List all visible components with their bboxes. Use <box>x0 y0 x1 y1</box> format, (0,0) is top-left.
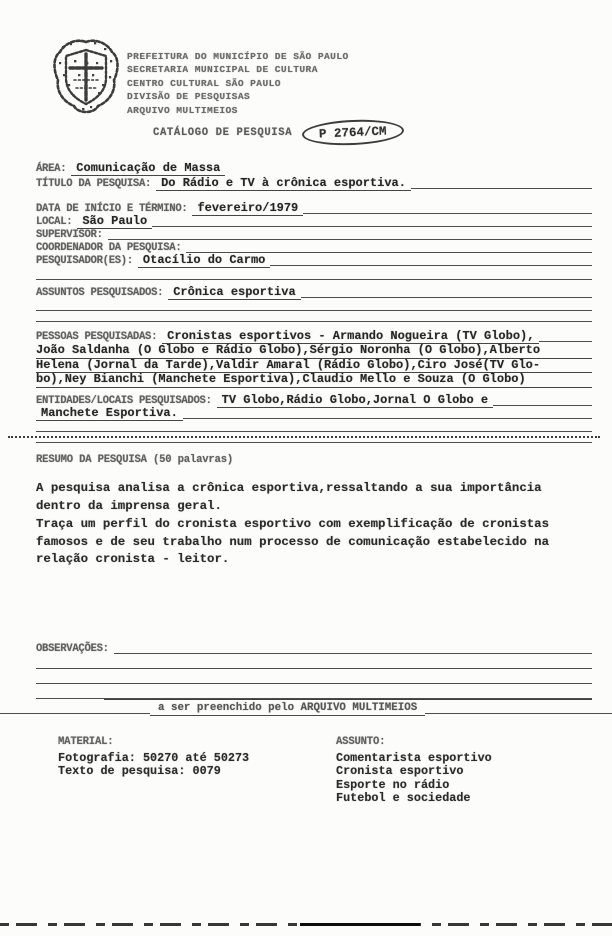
field-local <box>36 216 592 229</box>
org-line: DIVISÃO DE PESQUISAS <box>127 91 251 103</box>
ruled-line <box>36 668 592 669</box>
resumo-section <box>36 449 581 569</box>
pessoas-value-line: Helena (Jornal da Tarde),Valdir Amaral (Rádio Globo),Ciro José(TV Glo- <box>36 359 592 374</box>
dotted-separator-line <box>8 436 600 438</box>
field-observacoes <box>36 641 592 656</box>
material-label: MATERIAL: <box>58 736 114 748</box>
separator-line <box>104 699 592 700</box>
entidades-value-line: Manchete Esportiva. <box>36 407 183 421</box>
entidades-value-line: TV Globo,Rádio Globo,Jornal O Globo e <box>217 394 493 408</box>
material-line: Fotografia: 50270 até 50273 <box>58 751 250 765</box>
coat-of-arms-logo <box>50 36 122 120</box>
ruled-line <box>114 653 592 654</box>
ruled-line <box>36 310 592 311</box>
supervisor-label: SUPERVISOR: <box>36 229 103 241</box>
assunto-column <box>336 736 588 806</box>
ruled-line <box>36 321 592 322</box>
ruled-line <box>36 279 592 280</box>
local-value: São Paulo <box>77 215 152 229</box>
org-line: SECRETARIA MUNICIPAL DE CULTURA <box>127 64 318 76</box>
ruled-line <box>301 297 592 298</box>
resumo-paragraph: A pesquisa analisa a crônica esportiva,ressaltando a sua importância dentro da imprensa geral. <box>36 481 542 513</box>
assuntos-value: Crônica esportiva <box>168 286 300 300</box>
pesquisador-label: PESQUISADOR(ES): <box>36 255 133 267</box>
ruled-line <box>183 418 592 419</box>
observacoes-label: OBSERVAÇÕES: <box>36 643 109 655</box>
ruled-line <box>493 405 592 406</box>
blank-ruled-row <box>36 656 592 671</box>
blank-ruled-row <box>36 302 592 313</box>
entidades-label: ENTIDADES/LOCAIS PESQUISADOS: <box>36 394 212 407</box>
field-pesquisador <box>36 255 592 268</box>
ruled-line <box>411 188 592 189</box>
org-line: CENTRO CULTURAL SÃO PAULO <box>127 77 281 89</box>
scan-artifact-solid-segment <box>300 923 420 926</box>
catalog-number-stamp: P 2764/CM <box>302 118 405 147</box>
ruled-line <box>36 683 592 684</box>
ruled-line <box>303 213 592 214</box>
ruled-line <box>108 239 592 240</box>
assunto-line: Futebol e sociedade <box>336 791 471 806</box>
pessoas-label: PESSOAS PESQUISADAS: <box>36 331 158 343</box>
ruled-line <box>270 265 592 266</box>
assuntos-label: ASSUNTOS PESQUISADOS: <box>36 287 164 299</box>
ruled-line <box>0 713 150 714</box>
field-titulo <box>36 178 592 191</box>
field-area <box>36 163 592 176</box>
blank-ruled-row <box>36 313 592 324</box>
assunto-line: Cronista esportivo <box>336 764 464 779</box>
assunto-line: Esporte no rádio <box>336 777 450 792</box>
catalog-header <box>153 120 404 145</box>
area-label: ÁREA: <box>36 163 67 175</box>
catalog-label: CATÁLOGO DE PESQUISA <box>153 126 293 139</box>
ruled-line <box>36 442 592 443</box>
area-value: Comunicação de Massa <box>71 162 225 176</box>
pessoas-value-line: Cronistas esportivos - Armando Nogueira (TV Globo), <box>162 330 539 344</box>
titulo-value: Do Rádio e TV à crônica esportiva. <box>156 177 411 191</box>
blank-ruled-row <box>36 271 592 282</box>
field-supervisor <box>36 229 592 242</box>
assunto-line: Comentarista esportivo <box>336 751 492 765</box>
ruled-line <box>36 431 592 432</box>
pessoas-value-line: bo),Ney Bianchi (Manchete Esportiva),Claudio Mello e Souza (O Globo) <box>36 373 592 388</box>
org-line: PREFEITURA DO MUNICÍPIO DE SÃO PAULO <box>127 51 349 62</box>
data-inicio-termino-value: fevereiro/1979 <box>192 202 303 216</box>
ruled-line <box>152 226 592 227</box>
field-assuntos <box>36 287 592 300</box>
footer-columns <box>58 736 588 806</box>
resumo-paragraph: Traça um perfil do cronista esportivo com exemplificação de cronistas famosos e de seu trabalho num processo de comunicação estabelecido na relação cronista - leitor. <box>36 517 550 567</box>
field-entidades-cont <box>36 405 592 421</box>
pesquisador-value: Otacílio do Carmo <box>138 254 270 268</box>
pessoas-value-line: João Saldanha (O Globo e Rádio Globo),Sérgio Noronha (O Globo),Alberto <box>36 344 592 359</box>
fill-note-row <box>0 702 612 716</box>
material-line: Texto de pesquisa: 0079 <box>58 764 221 779</box>
material-column <box>58 736 336 806</box>
assunto-label: ASSUNTO: <box>336 736 386 748</box>
field-coordenador <box>36 242 592 255</box>
observacoes-section <box>36 641 592 701</box>
coordenador-label: COORDENADOR DA PESQUISA: <box>36 242 182 254</box>
blank-ruled-row <box>36 423 592 434</box>
fill-note: a ser preenchido pelo ARQUIVO MULTIMEIOS <box>150 701 425 716</box>
data-inicio-termino-label: DATA DE INÍCIO E TÉRMINO: <box>36 203 188 215</box>
titulo-label: TÍTULO DA PESQUISA: <box>36 178 152 190</box>
blank-ruled-row <box>36 671 592 686</box>
letterhead <box>127 50 349 117</box>
form-fields <box>36 163 592 445</box>
local-label: LOCAL: <box>36 216 73 228</box>
resumo-label: RESUMO DA PESQUISA (50 palavras) <box>36 454 234 466</box>
org-line: ARQUIVO MULTIMEIOS <box>127 104 238 116</box>
ruled-line <box>425 713 612 714</box>
ruled-line <box>539 341 592 342</box>
